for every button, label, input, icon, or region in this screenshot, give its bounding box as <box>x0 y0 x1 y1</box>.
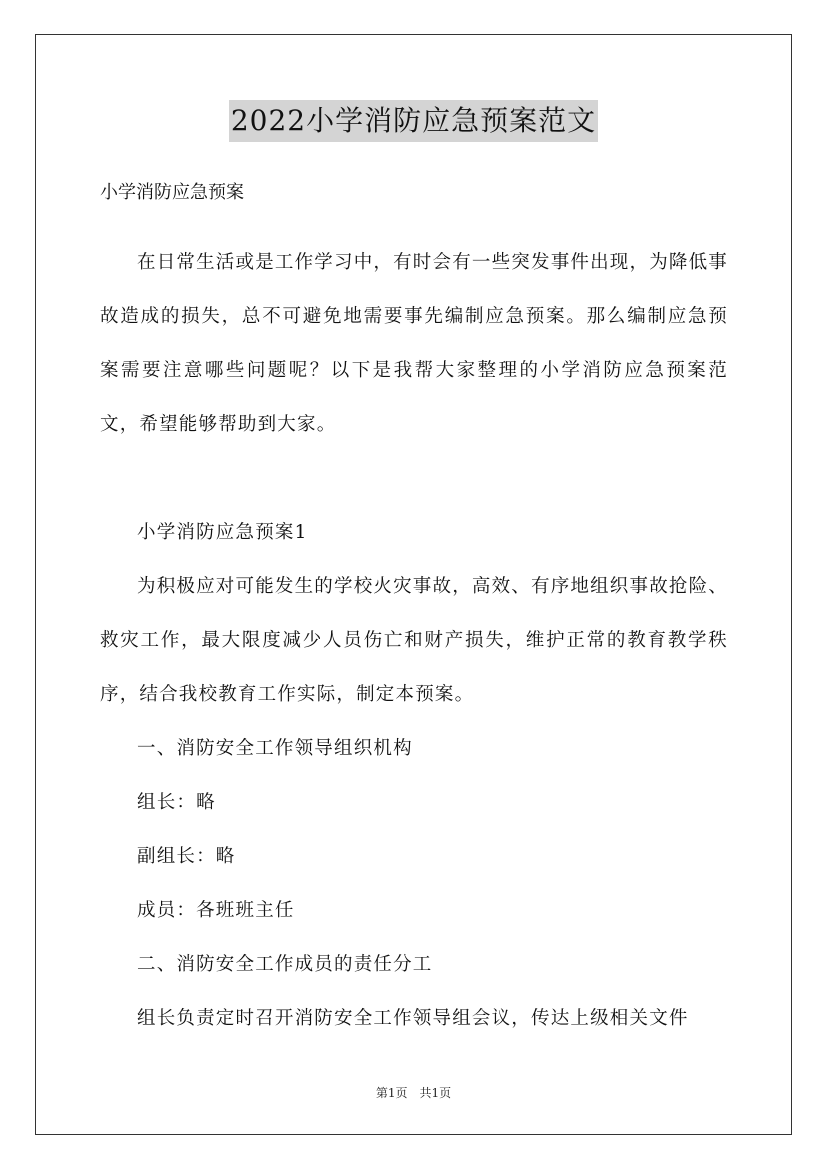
list-item: 副组长：略 <box>137 846 236 867</box>
document-title: 2022小学消防应急预案范文 <box>229 100 598 142</box>
list-item: 成员：各班班主任 <box>137 900 295 921</box>
page-footer: 第1页 共1页 <box>375 1086 452 1100</box>
intro-paragraph: 在日常生活或是工作学习中，有时会有一些突发事件出现，为降低事故造成的损失，总不可避免地需要事先编制应急预案。那么编制应急预案需要注意哪些问题呢？以下是我帮大家整理的小学消防应急预案范文，希望能够帮助到大家。 <box>100 252 729 435</box>
body-paragraph: 组长负责定时召开消防安全工作领导组会议，传达上级相关文件 <box>137 1008 689 1029</box>
document-body <box>100 178 728 1046</box>
list-item: 组长：略 <box>137 792 216 813</box>
heading-responsibilities: 二、消防安全工作成员的责任分工 <box>137 954 433 975</box>
heading-leadership: 一、消防安全工作领导组织机构 <box>137 738 413 759</box>
blank-line <box>100 452 728 506</box>
title-container <box>0 100 827 142</box>
section-title: 小学消防应急预案1 <box>137 522 308 543</box>
body-paragraph: 为积极应对可能发生的学校火灾事故，高效、有序地组织事故抢险、救灾工作，最大限度减少人员伤亡和财产损失，维护正常的教育教学秩序，结合我校教育工作实际，制定本预案。 <box>100 576 729 705</box>
subheading: 小学消防应急预案 <box>100 182 244 203</box>
